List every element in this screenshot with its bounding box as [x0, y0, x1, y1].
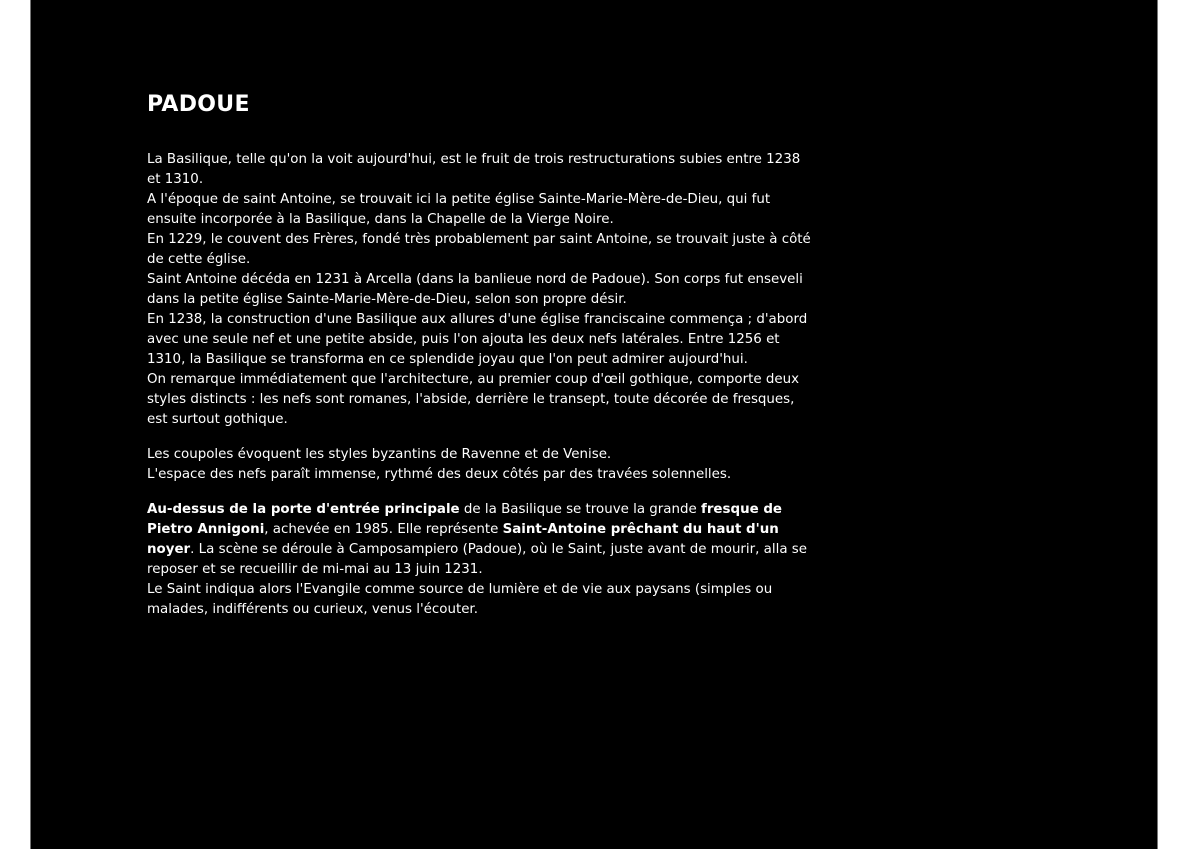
text-line: On remarque immédiatement que l'architecture, au premier coup d'œil gothique, comporte deux styles distincts : les nefs sont romanes, l'abside, derrière le transept, toute décorée de fresques, est surtout gothique. — [147, 372, 800, 427]
bold-text: fresque de Pietro Annigoni — [147, 502, 783, 537]
text-line: L'espace des nefs paraît immense, rythmé des deux côtés par des travées solennelles. — [147, 467, 732, 482]
text-span: . La scène se déroule à Camposampiero (Padoue), où le Saint, juste avant de mourir, alla se reposer et se recueillir de mi-mai au 13 juin 1231. — [147, 542, 807, 577]
document-page — [30, 0, 1158, 849]
document-content — [147, 92, 817, 635]
text-line: A l'époque de saint Antoine, se trouvait ici la petite église Sainte-Marie-Mère-de-Dieu, qui fut ensuite incorporée à la Basilique, dans la Chapelle de la Vierge Noire. — [147, 192, 771, 227]
fresco-paragraph — [147, 500, 817, 620]
bold-text: Au-dessus de la porte d'entrée principale — [147, 502, 460, 517]
text-line: Le Saint indiqua alors l'Evangile comme source de lumière et de vie aux paysans (simples ou malades, indifférents ou curieux, venus l'écouter. — [147, 582, 773, 617]
text-line: Saint Antoine décéda en 1231 à Arcella (dans la banlieue nord de Padoue). Son corps fut enseveli dans la petite église Sainte-Marie-Mère-de-Dieu, selon son propre désir. — [147, 272, 803, 307]
page-title: PADOUE — [147, 92, 250, 117]
text-line: En 1238, la construction d'une Basilique aux allures d'une église franciscaine commença ; d'abord avec une seule nef et une petite abside, puis l'on ajouta les deux nefs latérales. Entre 1256 et 1310, la Basilique se transforma en ce splendide joyau que l'on peut admirer aujourd'hui. — [147, 312, 808, 367]
text-line: Les coupoles évoquent les styles byzantins de Ravenne et de Venise. — [147, 447, 612, 462]
history-paragraph — [147, 150, 817, 430]
text-span: , achevée en 1985. Elle représente — [264, 522, 503, 537]
domes-paragraph — [147, 445, 817, 485]
text-line: La Basilique, telle qu'on la voit aujourd'hui, est le fruit de trois restructurations subies entre 1238 et 1310. — [147, 152, 801, 187]
text-span: de la Basilique se trouve la grande — [459, 502, 701, 517]
text-line: En 1229, le couvent des Frères, fondé très probablement par saint Antoine, se trouvait juste à côté de cette église. — [147, 232, 811, 267]
text-line — [147, 500, 817, 580]
bold-text: Saint-Antoine prêchant du haut d'un noyer — [147, 522, 779, 557]
